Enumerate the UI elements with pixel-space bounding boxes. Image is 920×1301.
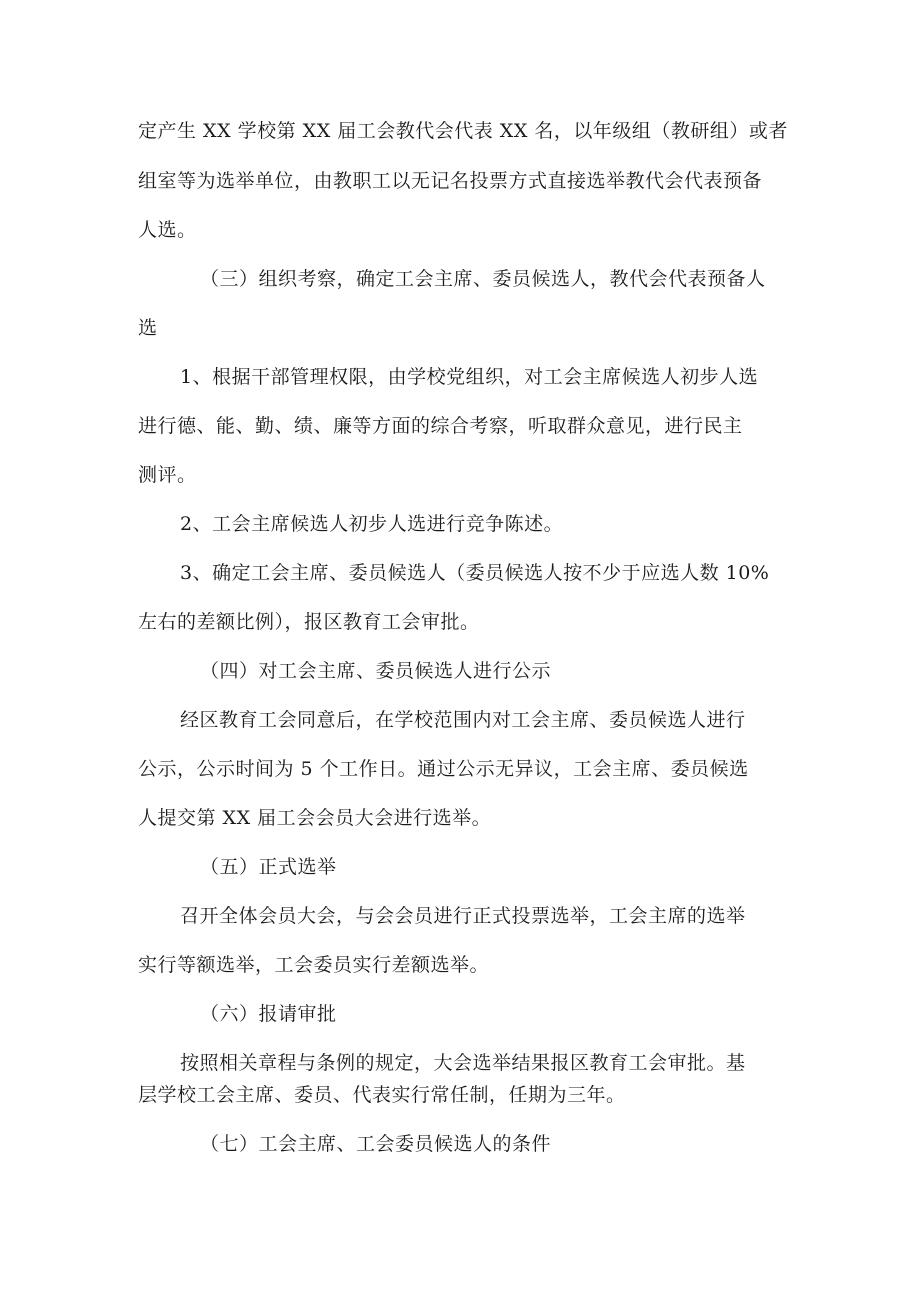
text-line: 选 (138, 317, 158, 339)
list-item-2: 2、工会主席候选人初步人选进行竞争陈述。 (180, 513, 564, 535)
text-line: 组室等为选举单位，由教职工以无记名投票方式直接选举教代会代表预备 (138, 170, 763, 192)
text-line: 层学校工会主席、委员、代表实行常任制，任期为三年。 (138, 1084, 626, 1106)
text-line: 公示，公示时间为 5 个工作日。通过公示无异议，工会主席、委员候选 (138, 758, 749, 780)
text-line: 人选。 (138, 219, 197, 241)
section-heading-3: （三）组织考察，确定工会主席、委员候选人，教代会代表预备人 (200, 268, 766, 290)
section-heading-4: （四）对工会主席、委员候选人进行公示 (200, 660, 552, 682)
list-item-3: 3、确定工会主席、委员候选人（委员候选人按不少于应选人数 10% (180, 562, 770, 584)
text-line: 实行等额选举，工会委员实行差额选举。 (138, 954, 490, 976)
paragraph-start: 经区教育工会同意后，在学校范围内对工会主席、委员候选人进行 (180, 709, 746, 731)
text-line: 测评。 (138, 464, 197, 486)
text-line: 人提交第 XX 届工会会员大会进行选举。 (138, 807, 492, 829)
section-heading-5: （五）正式选举 (200, 856, 337, 878)
text-line: 定产生 XX 学校第 XX 届工会教代会代表 XX 名，以年级组（教研组）或者 (138, 120, 788, 142)
section-heading-6: （六）报请审批 (200, 1003, 337, 1025)
paragraph-start: 召开全体会员大会，与会会员进行正式投票选举，工会主席的选举 (180, 905, 746, 927)
text-line: 左右的差额比例），报区教育工会审批。 (138, 611, 480, 633)
paragraph-start: 按照相关章程与条例的规定，大会选举结果报区教育工会审批。基 (180, 1052, 746, 1074)
list-item-1: 1、根据干部管理权限，由学校党组织，对工会主席候选人初步人选 (180, 366, 759, 388)
text-line: 进行德、能、勤、绩、廉等方面的综合考察，听取群众意见，进行民主 (138, 415, 743, 437)
section-heading-7: （七）工会主席、工会委员候选人的条件 (200, 1133, 552, 1155)
